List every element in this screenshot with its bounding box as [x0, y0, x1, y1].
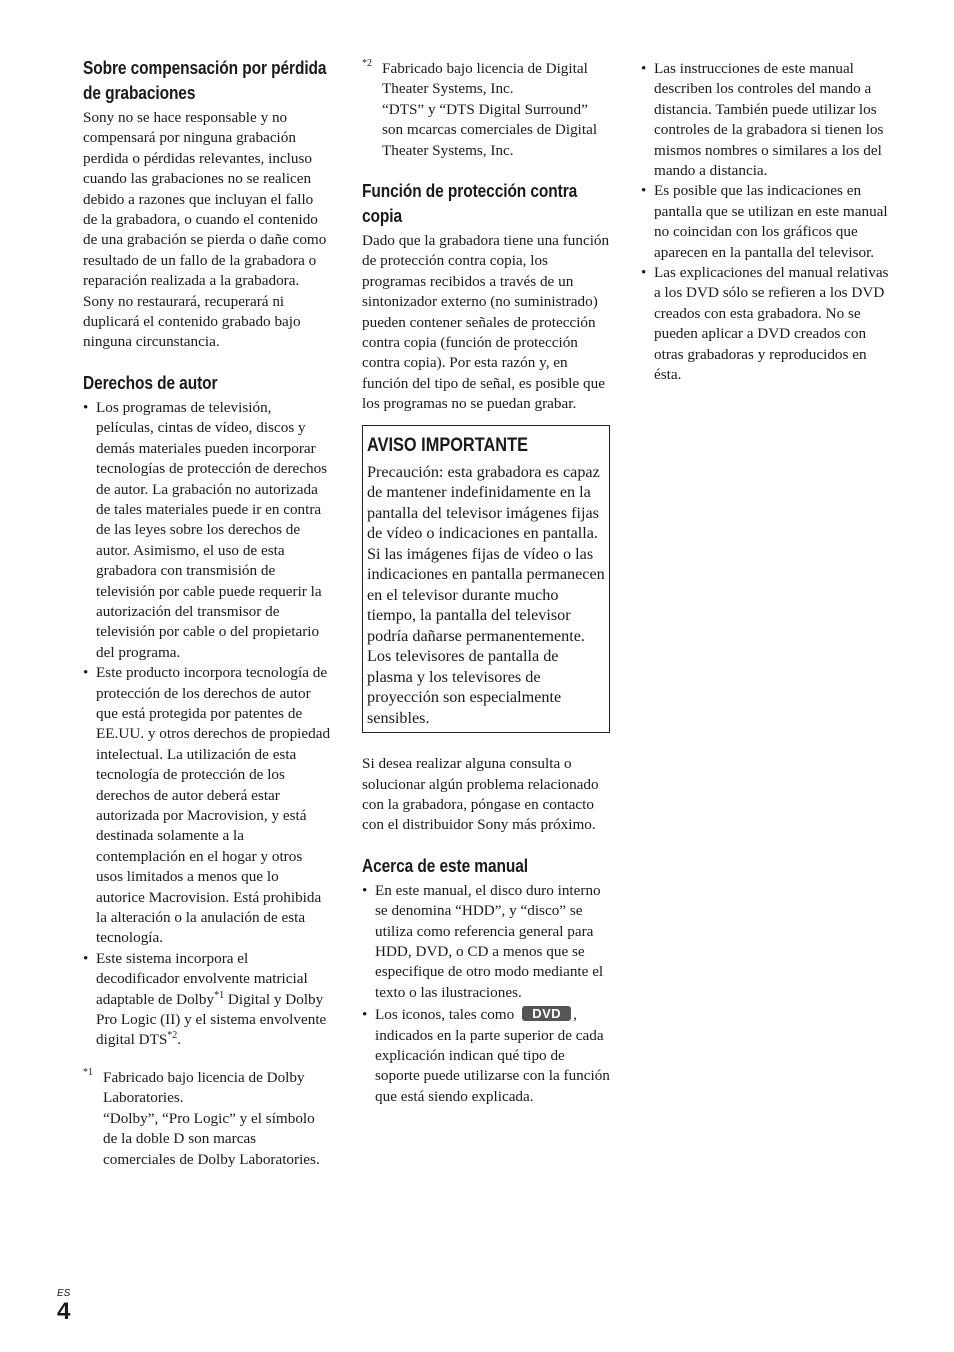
manual-list-cont [641, 59, 891, 386]
footnote-1 [83, 1068, 331, 1170]
warning-text: Precaución: esta grabadora es capaz de mantener indefinidamente en la pantalla del televisor imágenes fijas de vídeo o indicaciones en pantalla. Si las imágenes fijas de vídeo o las indicaciones en pantalla permanecen en el televisor durante mucho tiempo, la pantalla del televisor podría dañarse permanentemente. Los televisores de pantalla de plasma y los televisores de proyección son especialmente sensibles. [367, 462, 605, 727]
list-item [362, 1005, 612, 1107]
icons-text-cont: , indicados en la parte superior de cada explicación indican qué tipo de soporte puede utilizarse con la función que está siendo explicada. [375, 1006, 610, 1105]
page-number: 4 [57, 1298, 71, 1325]
proteccion-text: Dado que la grabadora tiene una función de protección contra copia, los programas recibidos a través de un sintonizador externo (no suministrado) pueden contener señales de protección contra copia (función de protección contra copia). Por esta razón y, en función del tipo de señal, es posible que los programas no se puedan grabar. [362, 232, 610, 413]
dts-text: Digital y Dolby Pro Logic (II) y el sistema envolvente digital DTS [96, 990, 327, 1049]
warning-box [362, 425, 610, 734]
list-item: • En este manual, el disco duro interno se denomina “HDD”, y “disco” se utiliza como referencia general para HDD, DVD, o CD a menos que se especifique de otro modo mediante el texto o las ilustraciones. [362, 881, 612, 1003]
section-title-derechos: Derechos de autor [83, 372, 218, 393]
footnote-mark: *2 [362, 58, 372, 69]
section-title-manual: Acerca de este manual [362, 855, 528, 876]
column-middle [362, 56, 612, 1107]
warning-title: AVISO IMPORTANTE [367, 434, 528, 456]
compensacion-text: Sony no se hace responsable y no compensará por ninguna grabación perdida o pérdidas relevantes, incluso cuando las grabaciones no se realicen debido a razones que incluyan el fallo de la grabadora, o cuando el contenido de una grabación se pierda o dañe como resultado de un fallo de la grabadora o reparación realizada a la grabadora. Sony no restaurará, recuperará ni duplicará el contenido grabado bajo ninguna circunstancia. [83, 109, 327, 351]
footnote-text: Fabricado bajo licencia de Digital Theater Systems, Inc. [382, 60, 588, 98]
footnote-text: “DTS” y “DTS Digital Surround” son mcarcas comerciales de Digital Theater Systems, Inc. [382, 100, 598, 159]
section-title-proteccion: Función de protección contra copia [362, 181, 578, 227]
period: . [177, 1031, 182, 1049]
column-right [641, 56, 891, 386]
language-code: ES [57, 1288, 71, 1299]
contact-text: Si desea realizar alguna consulta o solucionar algún problema relacionado con la grabadora, póngase en contacto con el distribuidor Sony más próximo. [362, 755, 599, 834]
page-footer [57, 1288, 70, 1324]
dolby-text: Este sistema incorpora el decodificador envolvente matricial adaptable de Dolby [96, 949, 308, 1008]
list-item: • Las explicaciones del manual relativas a los DVD sólo se refieren a los DVD creados con esta grabadora. No se pueden aplicar a DVD creados con otras grabadoras y reproducidos en ésta. [641, 263, 891, 385]
section-title-compensacion: Sobre compensación por pérdida de grabaciones [83, 58, 327, 103]
manual-list [362, 881, 612, 1107]
list-item: • Las instrucciones de este manual describen los controles del mando a distancia. También puede utilizar los controles de la grabadora si tienen los mismos nombres o similares a los del mando a distancia. [641, 59, 891, 181]
icons-text: Los iconos, tales como [375, 1006, 515, 1024]
list-item: • Es posible que las indicaciones en pantalla que se utilizan en este manual no coincidan con los gráficos que aparecen en la pantalla del televisor. [641, 181, 891, 263]
footnote-ref-1: *1 [214, 989, 225, 1001]
derechos-list [83, 398, 331, 1051]
dvd-icon: DVD [522, 1006, 571, 1021]
footnote-text: Fabricado bajo licencia de Dolby Laboratories. [103, 1068, 305, 1107]
list-item: • Este producto incorpora tecnología de protección de los derechos de autor que está protegida por patentes de EE.UU. y otros derechos de propiedad intelectual. La utilización de esta tecnología de protección de los derechos de autor deberá estar autorizada por Macrovision, y está destinada solamente a la contemplación en el hogar y otros usos limitados a menos que lo autorice Macrovision. Está prohibida la alteración o la anulación de esta tecnología. [83, 663, 331, 949]
footnote-ref-2: *2 [167, 1030, 178, 1042]
footnote-mark: *1 [83, 1066, 93, 1078]
list-item [83, 949, 331, 1051]
column-left [83, 56, 331, 1170]
list-item: • Los programas de televisión, películas, cintas de vídeo, discos y demás materiales pueden incorporar tecnologías de protección de derechos de autor. La grabación no autorizada de tales materiales puede ir en contra de las leyes sobre los derechos de autor. Asimismo, el uso de esta grabadora con transmisión de televisión por cable puede requerir la autorización del transmisor de televisión por cable o del propietario del programa. [83, 398, 331, 663]
footnote-2 [362, 59, 612, 161]
footnote-text: “Dolby”, “Pro Logic” y el símbolo de la doble D son marcas comerciales de Dolby Laboratories. [103, 1109, 320, 1168]
